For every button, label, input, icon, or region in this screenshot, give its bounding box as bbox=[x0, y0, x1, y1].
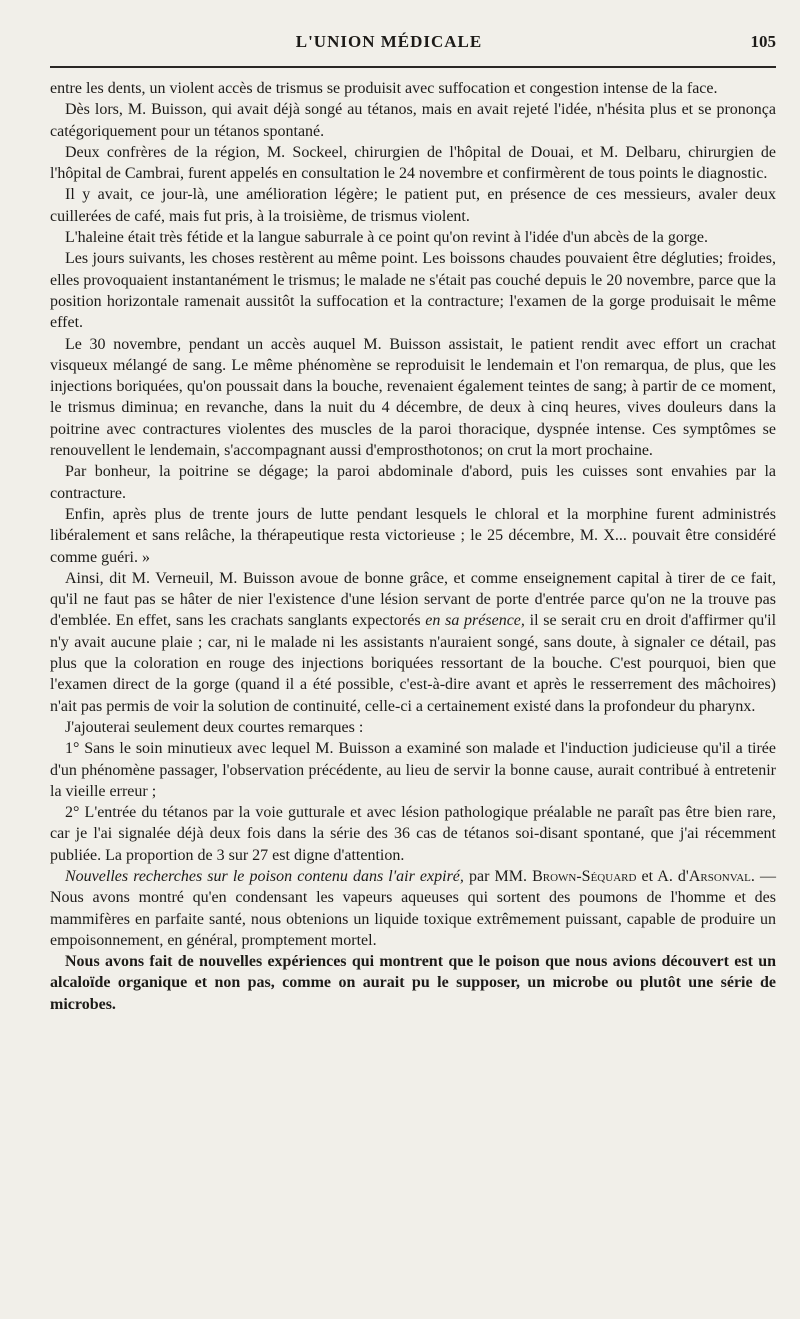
paragraph: Nous avons fait de nouvelles expériences qui montrent que le poison que nous avions découvert est un alcaloïde organique et non pas, comme on aurait pu le supposer, un microbe ou plutôt une série de microbes. bbox=[50, 953, 776, 1013]
author-name: Arsonval bbox=[688, 867, 751, 885]
header-rule bbox=[50, 66, 776, 68]
paragraph: Dès lors, M. Buisson, qui avait déjà songé au tétanos, mais en avait rejeté l'idée, n'hésita plus et se prononça catégoriquement pour un tétanos spontané. bbox=[50, 101, 776, 140]
paragraph: Il y avait, ce jour-là, une amélioration légère; le patient put, en présence de ces messieurs, avaler deux cuillerées de café, mais fut pris, à la troisième, de trismus violent. bbox=[50, 186, 776, 225]
page-header bbox=[50, 28, 776, 58]
author-prefix: A. d' bbox=[657, 867, 689, 885]
article-body bbox=[50, 78, 776, 1015]
journal-title: L'UNION MÉDICALE bbox=[295, 32, 483, 51]
paragraph: Deux confrères de la région, M. Sockeel, chirurgien de l'hôpital de Douai, et M. Delbaru, chirurgien de l'hôpital de Cambrai, furent appelés en consultation le 24 novembre et confirmèrent de tous points le diagnostic. bbox=[50, 143, 776, 183]
paragraph-verneuil bbox=[50, 568, 776, 717]
paragraph: Le 30 novembre, pendant un accès auquel M. Buisson assistait, le patient rendit avec effort un crachat visqueux mélangé de sang. Le même phénomène se reproduisit le lendemain et l'on remarqua, de plus, que les injections boriquées, qu'on poussait dans la bouche, revenaient également teintes de sang; à partir de ce moment, le trismus diminua; en revanche, dans la nuit du 4 décembre, de deux à cinq heures, vives douleurs dans la poitrine avec contractures violentes des muscles de la paroi thoracique, dyspnée intense. Ces symptômes se renouvellent le lendemain, s'accompagnant aussi d'emprosthotonos; on crut la mort prochaine. bbox=[50, 335, 776, 460]
paragraph: L'haleine était très fétide et la langue saburrale à ce point qu'on revint à l'idée d'un abcès de la gorge. bbox=[65, 229, 708, 247]
and-text: et bbox=[641, 867, 654, 885]
article-title: Nouvelles recherches sur le poison contenu dans l'air expiré, bbox=[65, 867, 464, 885]
by-text: par MM. bbox=[469, 867, 527, 885]
paragraph: J'ajouterai seulement deux courtes remarques : bbox=[65, 718, 364, 736]
paragraph: Les jours suivants, les choses restèrent au même point. Les boissons chaudes pouvaient être dégluties; froides, elles provoquaient instantanément le trismus; le malade ne s'était pas couché depuis le 20 novembre, parce que la position horizontale ramenait aussitôt la suffocation et la contracture; l'examen de la gorge produisait le même effet. bbox=[50, 250, 776, 332]
text-span: Ainsi, dit M. Verneuil, M. Buisson avoue de bonne grâce, et comme enseignement capital à tirer de ce fait, qu'il ne faut pas se hâter de nier l'existence d'une lésion servant de porte d'entrée parce qu'on ne la trouve pas d'emblée. En effet, sans les crachats sanglants expectorés bbox=[50, 569, 776, 630]
article-text: . — Nous avons montré qu'en condensant les vapeurs aqueuses qui sortent des poumons de l'homme et des mammifères en parfaite santé, nous obtenions un liquide toxique extrêmement puissant, capable de produire un empoisonnement, en général, promptement mortel. bbox=[50, 867, 776, 949]
paragraph: entre les dents, un violent accès de trismus se produisit avec suffocation et congestion intense de la face. bbox=[50, 80, 718, 97]
paragraph: Par bonheur, la poitrine se dégage; la paroi abdominale d'abord, puis les cuisses sont envahies par la contracture. bbox=[50, 463, 776, 502]
text-span: il se serait cru en droit d'affirmer qu'il n'y avait aucune plaie ; car, ni le malade ni les assistants n'auraient songé, sans doute, à signaler ce détail, pas plus que la coloration en rouge des injections boriquées ressortant de la bouche. C'est pourquoi, bien que l'examen direct de la gorge (quand il a été possible, c'est-à-dire avant et après le resserrement des mâchoires) n'ait pas permis de voir la solution de continuité, celle-ci a certainement existé dans la profondeur du pharynx. bbox=[50, 612, 777, 715]
paragraph: 1° Sans le soin minutieux avec lequel M. Buisson a examiné son malade et l'induction judicieuse qu'il a tirée d'un phénomène passager, l'observation précédente, au lieu de servir la bonne cause, aurait contribué à entretenir la vieille erreur ; bbox=[50, 740, 776, 800]
author-name: Brown-Séquard bbox=[532, 867, 637, 885]
paragraph: Enfin, après plus de trente jours de lutte pendant lesquels le chloral et la morphine furent administrés libéralement et sans relâche, la thérapeutique resta victorieuse ; le 25 décembre, M. X... pouvait être considéré comme guéri. » bbox=[50, 505, 776, 566]
italic-phrase: en sa présence, bbox=[425, 612, 525, 630]
page-number: 105 bbox=[750, 32, 776, 51]
paragraph-article-start bbox=[50, 866, 776, 951]
paragraph: 2° L'entrée du tétanos par la voie gutturale et avec lésion pathologique préalable ne paraît pas être bien rare, car je l'ai signalée déjà deux fois dans la série des 36 cas de tétanos soi-disant spontané, que j'ai récemment publiée. La proportion de 3 sur 27 est digne d'attention. bbox=[50, 804, 776, 864]
